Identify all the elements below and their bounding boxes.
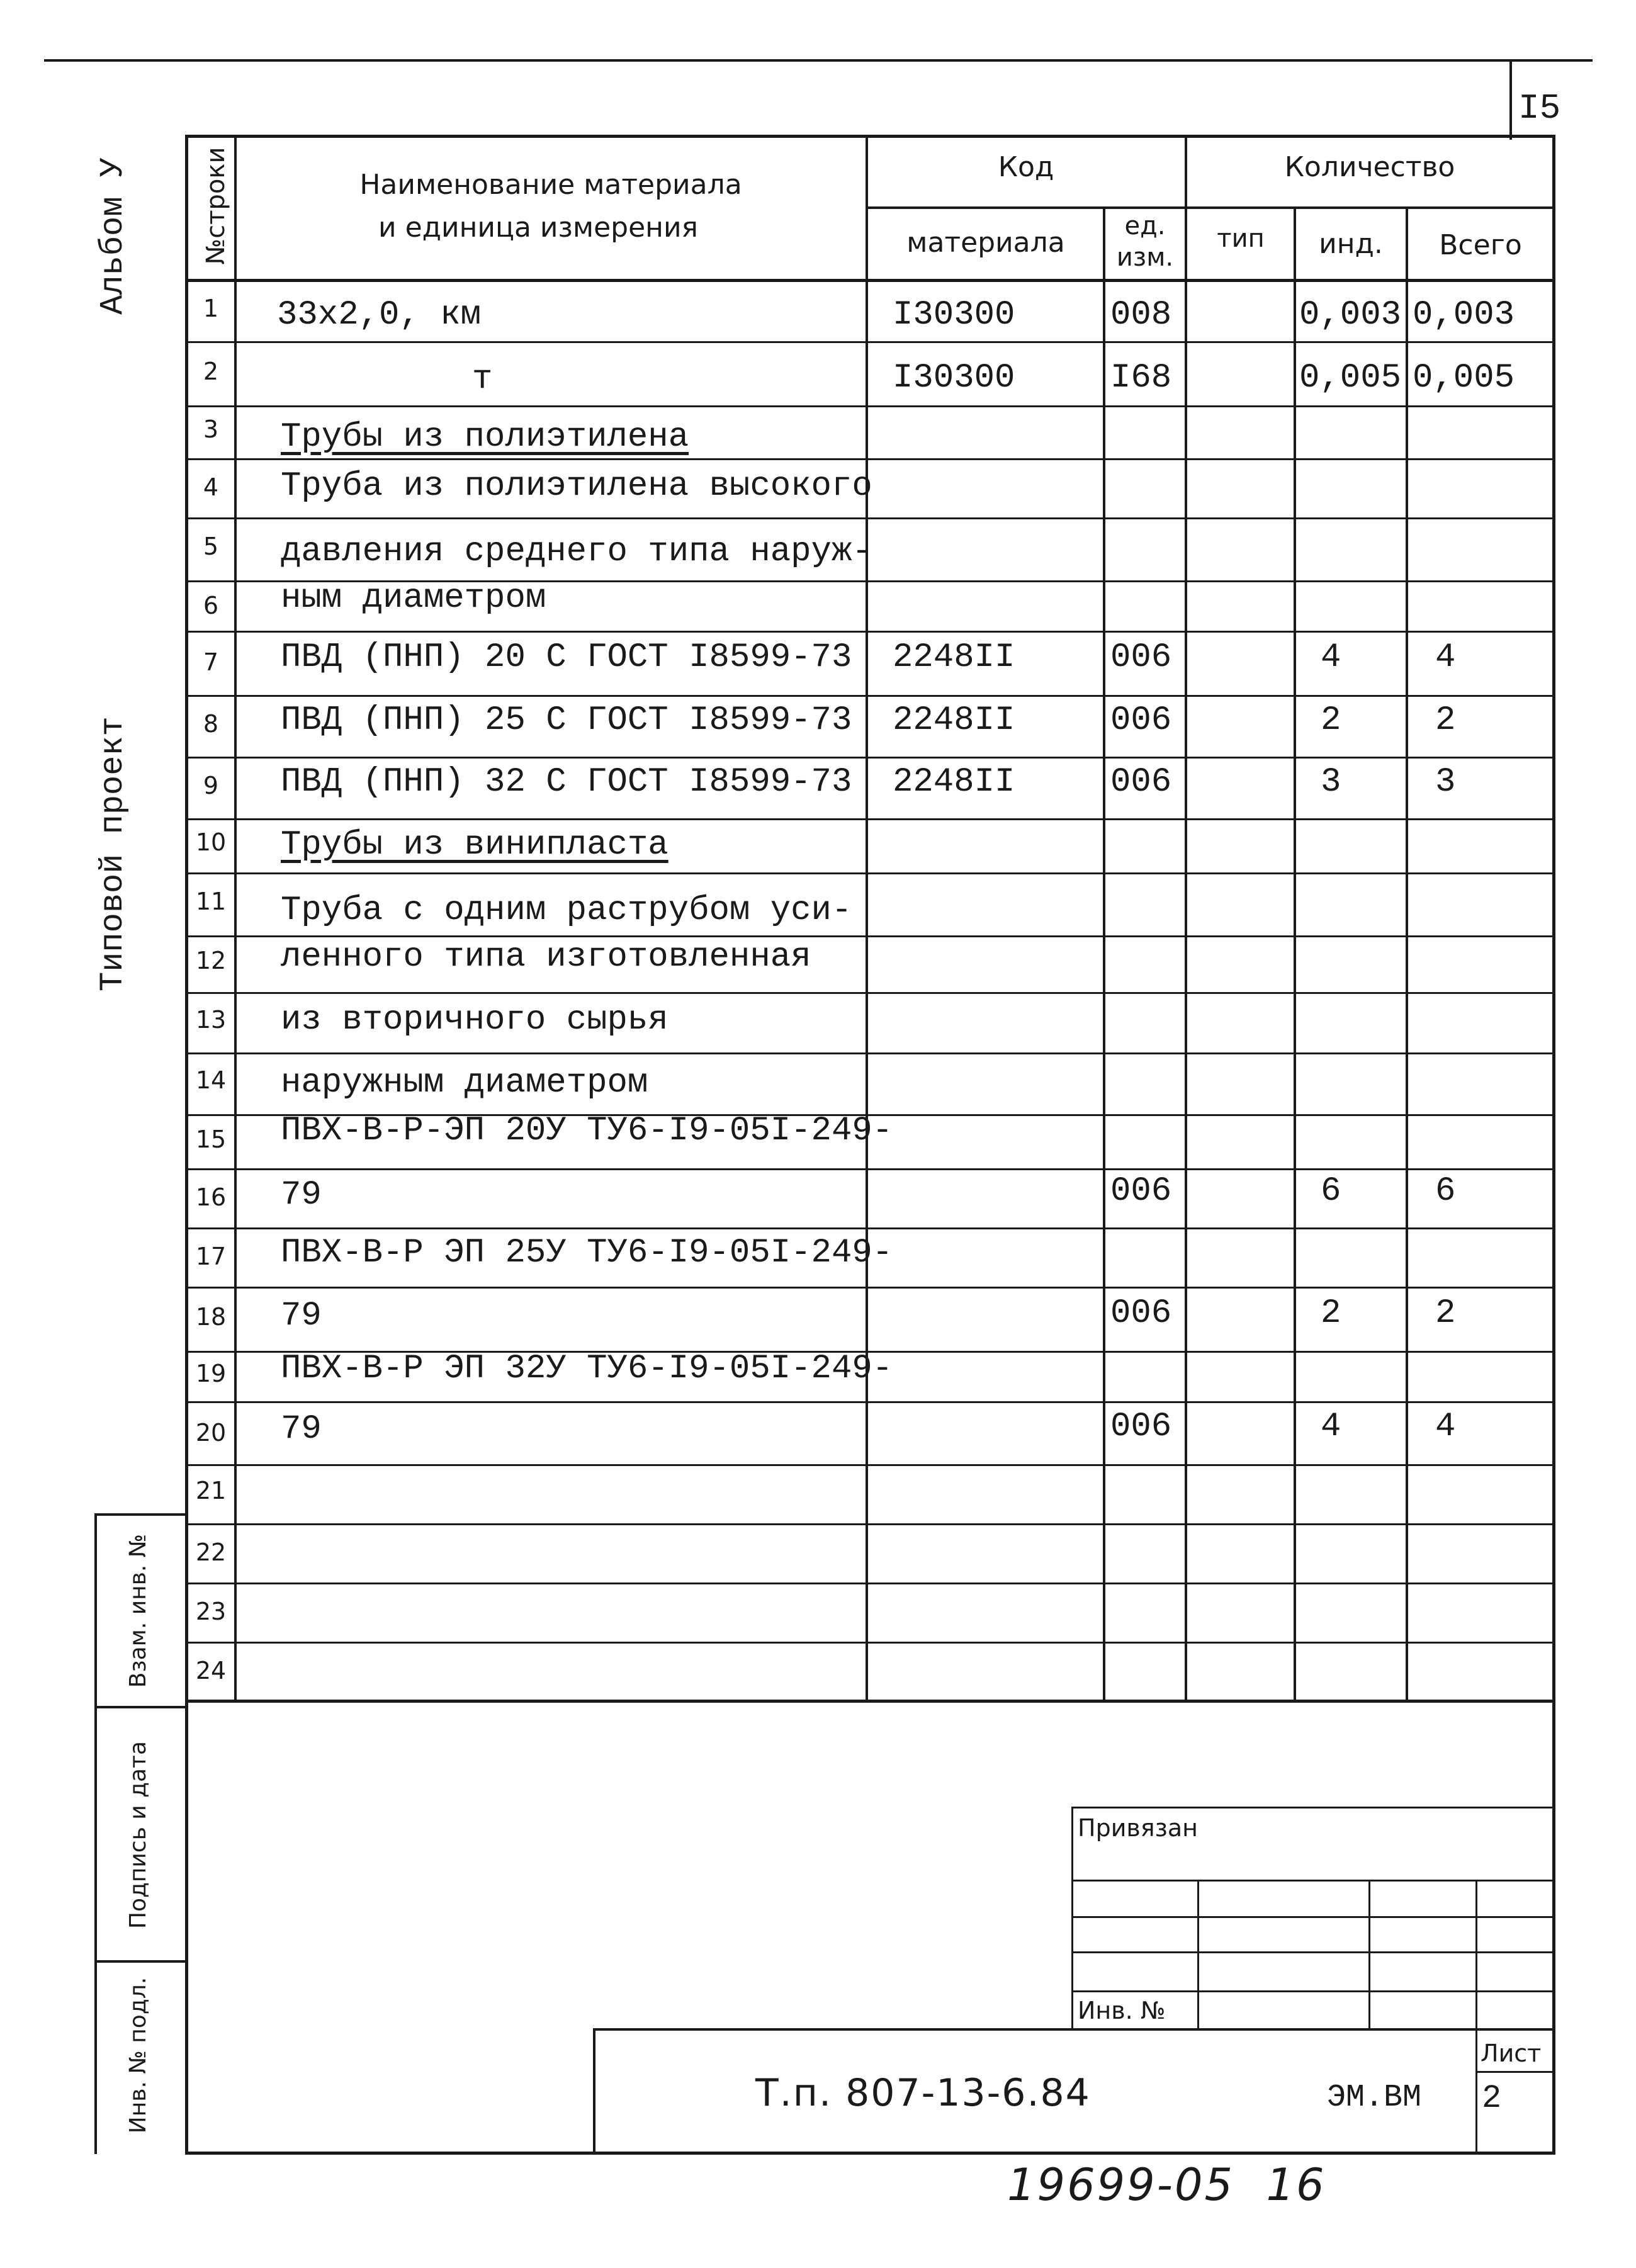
- row-sep: [185, 1642, 1555, 1644]
- row-number: 24: [195, 1657, 227, 1684]
- side-box-line-2: [94, 1513, 186, 1516]
- row-total: 0,003: [1413, 296, 1515, 334]
- row-sep: [185, 1287, 1555, 1289]
- row-unit: 006: [1110, 638, 1172, 677]
- col-line-unit: [1185, 135, 1187, 1702]
- row-unit: 006: [1110, 1408, 1172, 1446]
- row-sep: [185, 1583, 1555, 1584]
- side-label-project: Типовой проект: [94, 716, 132, 991]
- row-number: 20: [195, 1419, 227, 1447]
- row-total: 3: [1435, 763, 1456, 801]
- row-sep: [185, 992, 1555, 994]
- row-number: 22: [195, 1538, 227, 1566]
- corner-vertical: [1509, 59, 1512, 140]
- row-number: 21: [195, 1477, 227, 1504]
- stamp-doc-code: Т.п. 807-13-6.84: [755, 2071, 1091, 2115]
- row-name: Трубы из полиэтилена: [281, 418, 689, 456]
- stamp-mark: ЭМ.ВМ: [1327, 2080, 1422, 2116]
- row-ind: 3: [1321, 763, 1341, 801]
- row-number: 9: [203, 772, 219, 799]
- header-sub-line: [866, 206, 1555, 209]
- row-number: 5: [203, 533, 219, 560]
- row-sep: [185, 517, 1555, 519]
- frame-left: [185, 135, 188, 2154]
- col-line-code: [1103, 208, 1105, 1702]
- row-ind: 4: [1321, 1408, 1341, 1446]
- row-name: ПВД (ПНП) 32 С ГОСТ I8599-73: [281, 763, 852, 801]
- stamp-line: [1071, 1880, 1555, 1882]
- row-total: 4: [1435, 638, 1456, 677]
- row-number: 12: [195, 947, 227, 974]
- header-name-line1: Наименование материала: [359, 169, 742, 201]
- row-name: ПВД (ПНП) 25 С ГОСТ I8599-73: [281, 701, 852, 740]
- row-ind: 6: [1321, 1172, 1341, 1210]
- row-name: из вторичного сырья: [281, 1001, 669, 1039]
- side-label-orig-inv: Инв. № подл.: [125, 1977, 151, 2134]
- header-material: материала: [906, 227, 1065, 259]
- row-number: 8: [203, 710, 219, 738]
- header-row-number: №строки: [201, 147, 230, 265]
- row-number: 15: [195, 1126, 227, 1153]
- row-sep: [185, 1168, 1555, 1170]
- col-line-name: [866, 135, 868, 1702]
- row-sep: [185, 695, 1555, 697]
- row-number: 2: [203, 358, 219, 385]
- header-individual: инд.: [1319, 228, 1383, 260]
- row-sep: [185, 1052, 1555, 1054]
- row-unit: 006: [1110, 1172, 1172, 1210]
- frame-top: [185, 135, 1555, 138]
- side-label-album: Альбом У: [94, 157, 132, 315]
- header-unit-line2: изм.: [1116, 243, 1174, 272]
- header-name-line2: и единица измерения: [378, 212, 699, 244]
- row-number: 3: [203, 415, 219, 443]
- sheet-corner-number: I5: [1518, 88, 1561, 128]
- header-unit-line1: ед.: [1124, 212, 1166, 240]
- row-sep: [185, 405, 1555, 407]
- row-sep: [185, 818, 1555, 820]
- stamp-line: [1368, 1880, 1370, 2028]
- row-number: 23: [195, 1598, 227, 1625]
- row-unit: I68: [1110, 359, 1172, 397]
- row-sep: [185, 935, 1555, 937]
- stamp-line: [1475, 2071, 1555, 2073]
- row-code: 2248II: [893, 701, 1015, 740]
- row-name: ленного типа изготовленная: [281, 938, 811, 976]
- row-ind: 4: [1321, 638, 1341, 677]
- row-number: 10: [195, 828, 227, 856]
- frame-right: [1552, 135, 1555, 2154]
- stamp-inv-label: Инв. №: [1078, 1997, 1166, 2024]
- stamp-line: [593, 2028, 1555, 2031]
- row-number: 4: [203, 473, 219, 501]
- row-ind: 0,003: [1299, 296, 1402, 334]
- row-name: ным диаметром: [281, 579, 546, 618]
- row-unit: 008: [1110, 296, 1172, 334]
- row-number: 6: [203, 592, 219, 619]
- row-name: 79: [281, 1410, 322, 1448]
- row-ind: 2: [1321, 1294, 1341, 1333]
- row-sep: [185, 458, 1555, 460]
- row-sep: [185, 1523, 1555, 1525]
- side-label-replace-inv: Взам. инв. №: [125, 1533, 151, 1688]
- row-number: 1: [203, 295, 219, 322]
- side-label-signature-date: Подпись и дата: [125, 1740, 151, 1929]
- stamp-line: [1071, 1990, 1555, 1992]
- row-sep: [185, 1464, 1555, 1466]
- stamp-line: [1197, 1880, 1199, 2028]
- stamp-sheet-label: Лист: [1481, 2040, 1542, 2067]
- stamp-sheet-number: 2: [1482, 2080, 1502, 2117]
- row-name: 79: [281, 1297, 322, 1335]
- frame-bottom: [185, 2152, 1555, 2155]
- row-name: ПВХ-В-Р-ЭП 20У ТУ6-I9-05I-249-: [281, 1112, 893, 1150]
- row-sep: [185, 1401, 1555, 1403]
- top-rule: [44, 59, 1593, 62]
- row-name: давления среднего типа наруж-: [281, 533, 872, 571]
- stamp-line: [1475, 1880, 1477, 2154]
- stamp-line: [1071, 1951, 1555, 1953]
- row-sep: [185, 872, 1555, 874]
- row-code: 2248II: [893, 763, 1015, 801]
- col-line-ind: [1406, 208, 1408, 1702]
- row-total: 2: [1435, 701, 1456, 740]
- header-type: тип: [1217, 224, 1265, 253]
- col-line-type: [1294, 208, 1296, 1702]
- table-bottom-line: [185, 1700, 1555, 1703]
- row-number: 11: [195, 888, 227, 915]
- row-ind: 2: [1321, 701, 1341, 740]
- row-name: Трубы из винипласта: [281, 826, 669, 864]
- row-sep: [185, 631, 1555, 633]
- row-number: 19: [195, 1360, 227, 1387]
- stamp-line: [1071, 1916, 1555, 1918]
- col-line-num: [234, 135, 237, 1702]
- stamp-bound-label: Привязан: [1078, 1814, 1198, 1842]
- row-name: Труба с одним раструбом уси-: [281, 891, 852, 930]
- side-box-line-3: [94, 1706, 186, 1708]
- row-name: наружным диаметром: [281, 1064, 648, 1102]
- row-name: ПВД (ПНП) 20 С ГОСТ I8599-73: [281, 638, 852, 677]
- row-total: 0,005: [1413, 359, 1515, 397]
- header-total: Всего: [1439, 229, 1522, 261]
- row-number: 18: [195, 1303, 227, 1331]
- row-sep: [185, 1227, 1555, 1229]
- row-number: 7: [203, 648, 219, 676]
- row-sep: [185, 341, 1555, 343]
- row-name: 79: [281, 1176, 322, 1214]
- row-number: 17: [195, 1243, 227, 1270]
- row-name: 33х2,0, км: [277, 296, 482, 334]
- row-code: 2248II: [893, 638, 1015, 677]
- row-unit: 006: [1110, 1294, 1172, 1333]
- row-total: 6: [1435, 1172, 1456, 1210]
- row-total: 4: [1435, 1408, 1456, 1446]
- row-unit: 006: [1110, 701, 1172, 740]
- row-code: I30300: [893, 359, 1015, 397]
- row-name: ПВХ-В-Р ЭП 32У ТУ6-I9-05I-249-: [281, 1350, 893, 1388]
- row-name: ПВХ-В-Р ЭП 25У ТУ6-I9-05I-249-: [281, 1234, 893, 1272]
- stamp-line: [1071, 1807, 1555, 1808]
- row-number: 13: [195, 1006, 227, 1034]
- row-sep: [185, 757, 1555, 759]
- row-total: 2: [1435, 1294, 1456, 1333]
- row-number: 14: [195, 1066, 227, 1094]
- header-quantity: Количество: [1284, 151, 1455, 183]
- row-unit: 006: [1110, 763, 1172, 801]
- side-box-line-1: [94, 1513, 97, 2154]
- row-ind: 0,005: [1299, 359, 1402, 397]
- row-code: I30300: [893, 296, 1015, 334]
- row-name: т: [472, 360, 493, 398]
- footer-handwritten-number: 19699-05 16: [1007, 2159, 1326, 2211]
- header-code: Код: [998, 151, 1054, 183]
- stamp-line: [593, 2028, 595, 2154]
- header-bottom-line: [185, 279, 1555, 282]
- row-name: Труба из полиэтилена высокого: [281, 467, 872, 505]
- row-number: 16: [195, 1183, 227, 1211]
